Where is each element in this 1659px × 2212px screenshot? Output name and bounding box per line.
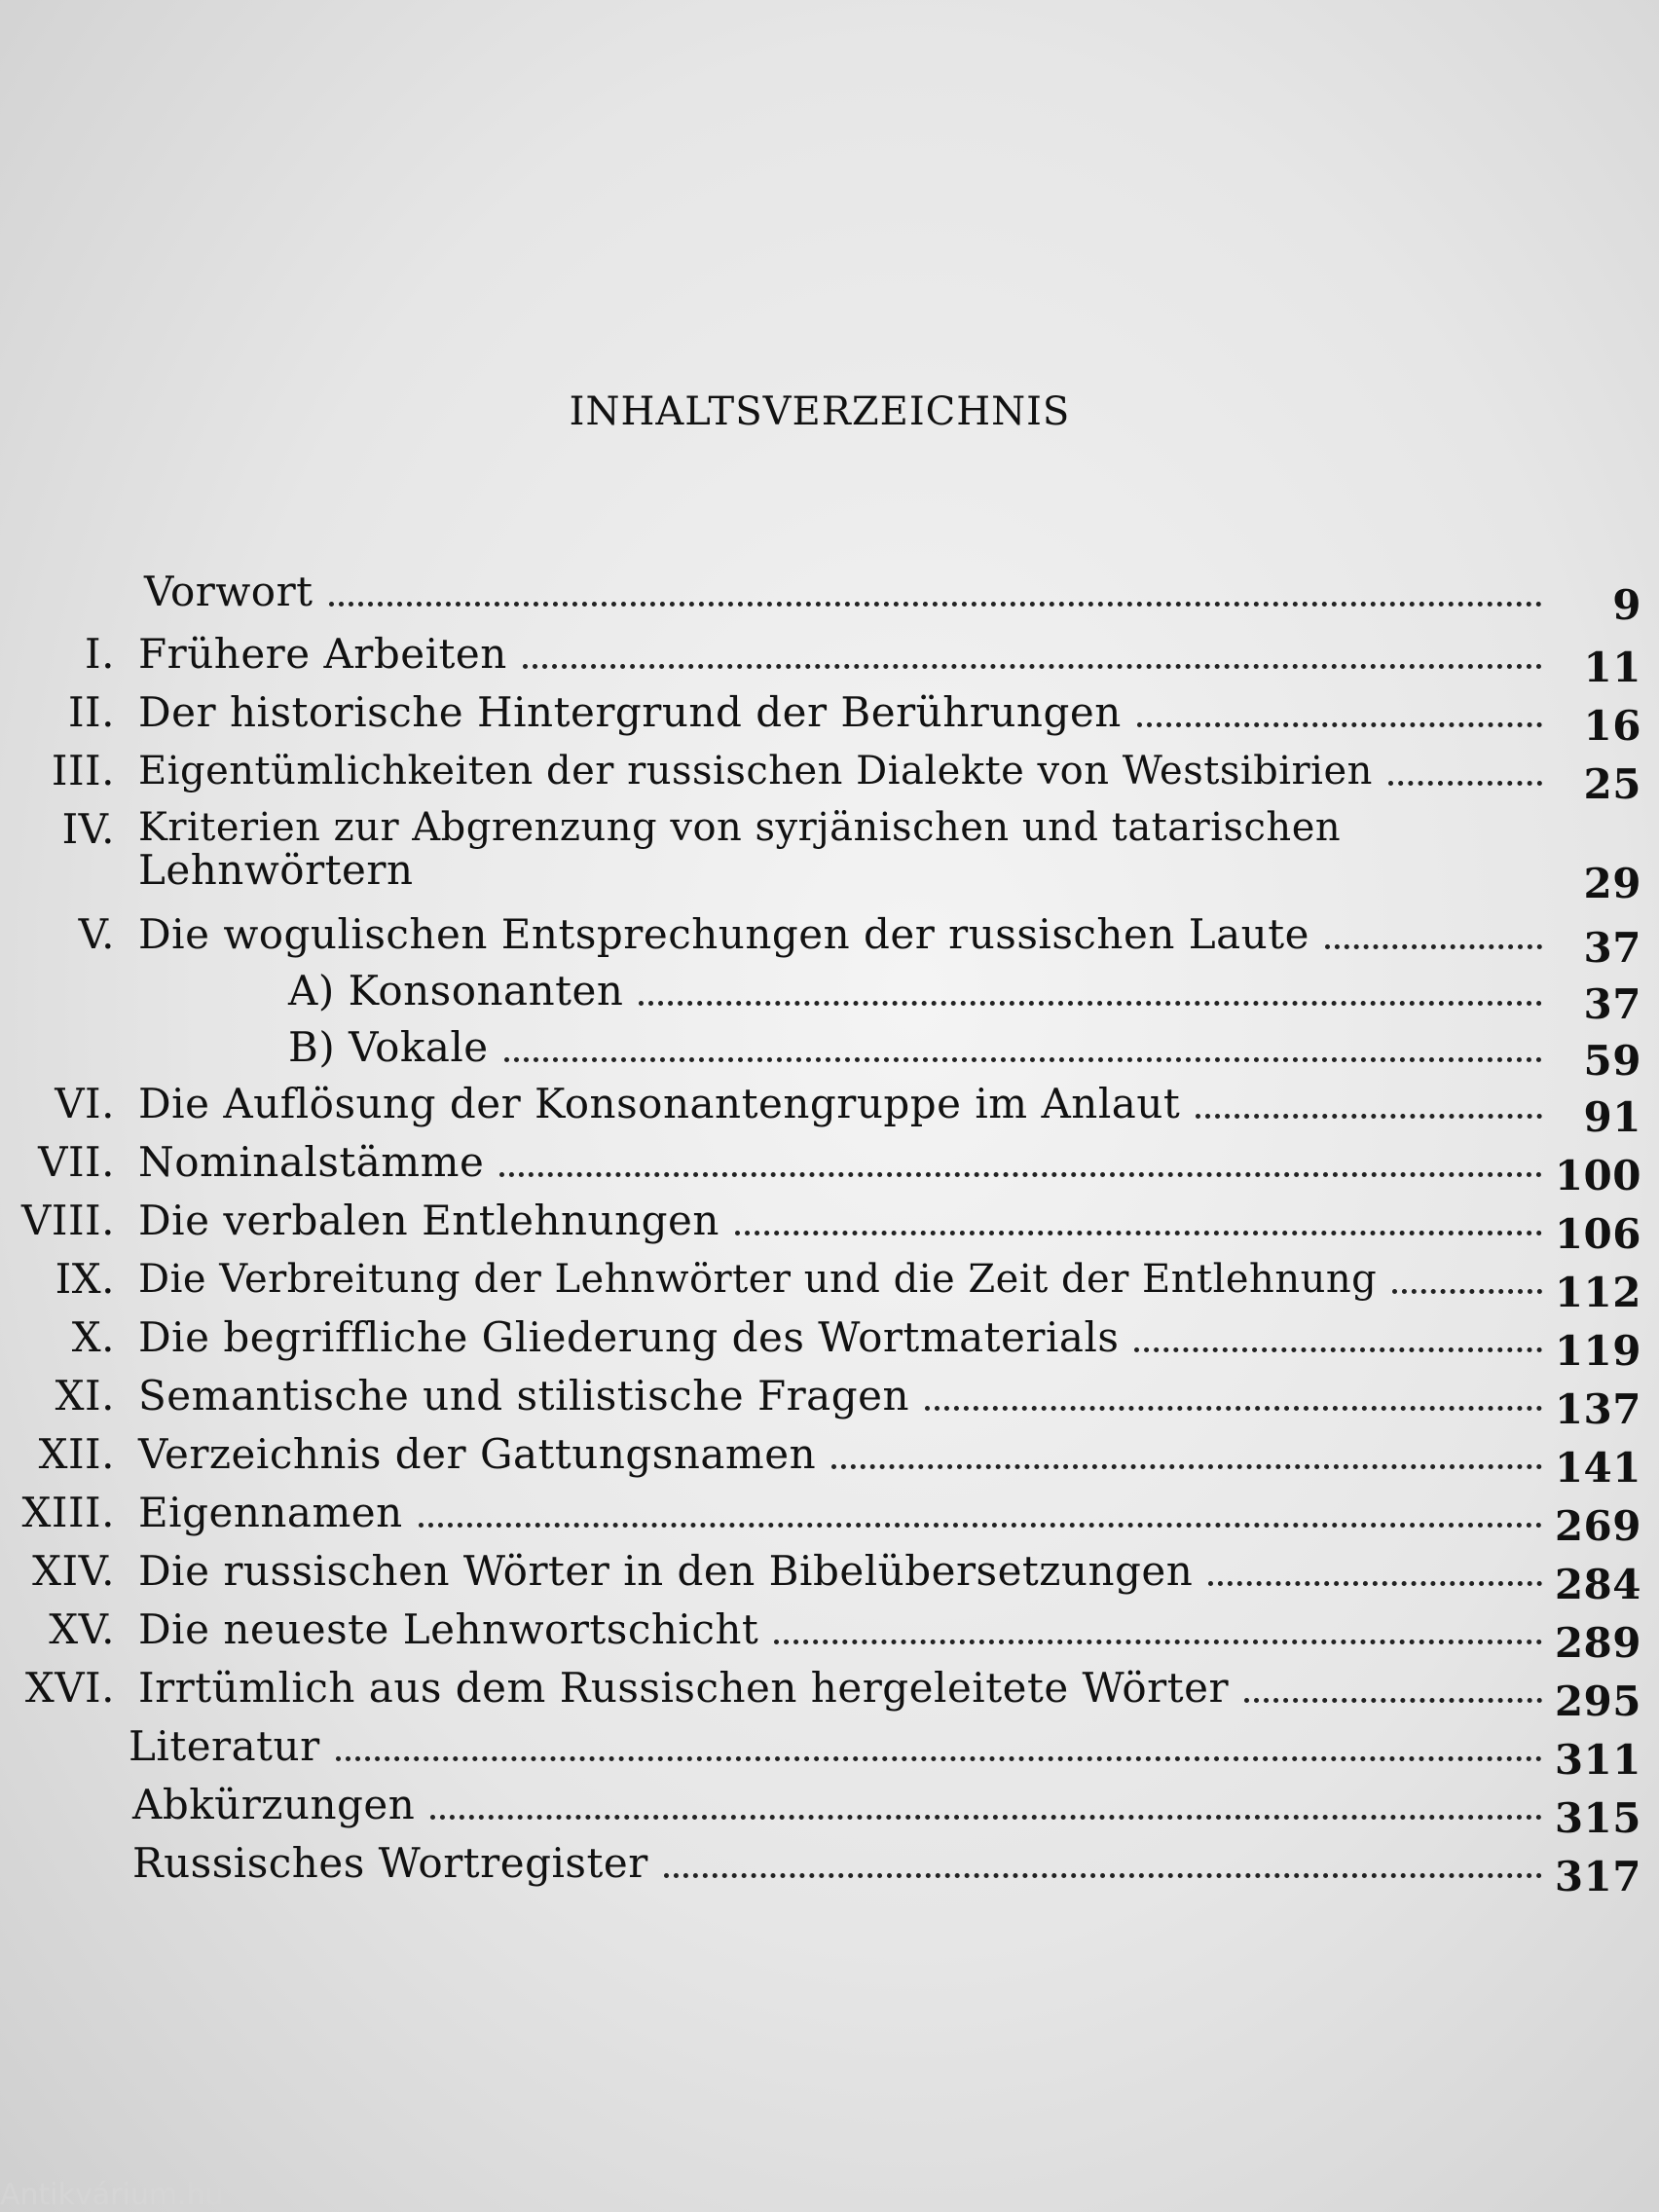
entry-title: B) Vokale bbox=[288, 1023, 489, 1071]
dot-leader bbox=[499, 1172, 1542, 1177]
dot-leader bbox=[1134, 1347, 1542, 1352]
entry-title: Frühere Arbeiten bbox=[138, 630, 507, 678]
entry-title-continued: Lehnwörtern bbox=[138, 846, 414, 894]
page-number: 315 bbox=[1554, 1794, 1641, 1842]
chapter-number: V. bbox=[78, 910, 115, 958]
entry-title: Die begriffliche Gliederung des Wortmaterials bbox=[138, 1313, 1120, 1361]
dot-leader bbox=[774, 1640, 1542, 1644]
dot-leader bbox=[430, 1815, 1542, 1820]
page-number: 16 bbox=[1583, 702, 1641, 750]
chapter-number: X. bbox=[71, 1313, 115, 1361]
chapter-number: III. bbox=[51, 747, 115, 794]
dot-leader bbox=[523, 664, 1542, 669]
dot-leader bbox=[831, 1464, 1542, 1469]
entry-title: Der historische Hintergrund der Berührungen bbox=[138, 688, 1122, 736]
page-number: 91 bbox=[1583, 1093, 1641, 1141]
chapter-number: IX. bbox=[55, 1255, 115, 1303]
dot-leader bbox=[329, 602, 1542, 607]
entry-title: Russisches Wortregister bbox=[132, 1839, 648, 1887]
chapter-number: XV. bbox=[49, 1605, 115, 1653]
entry-title: Die wogulischen Entsprechungen der russischen Laute bbox=[138, 910, 1309, 958]
entry-title: Literatur bbox=[129, 1722, 320, 1770]
page-number: 317 bbox=[1554, 1853, 1641, 1900]
chapter-number: VIII. bbox=[21, 1197, 115, 1244]
page-number: 119 bbox=[1554, 1327, 1641, 1375]
entry-title: Eigentümlichkeiten der russischen Dialekte von Westsibirien bbox=[138, 749, 1373, 793]
chapter-number: IV. bbox=[61, 805, 115, 853]
entry-title: A) Konsonanten bbox=[288, 967, 624, 1014]
page-number: 311 bbox=[1554, 1736, 1641, 1784]
dot-leader bbox=[1325, 944, 1542, 949]
chapter-number: VI. bbox=[55, 1080, 115, 1127]
page-number: 37 bbox=[1583, 924, 1641, 972]
page-number: 106 bbox=[1554, 1210, 1641, 1258]
dot-leader bbox=[925, 1406, 1542, 1411]
entry-title: Abkürzungen bbox=[132, 1781, 416, 1828]
page-number: 284 bbox=[1554, 1561, 1641, 1608]
page-number: 112 bbox=[1554, 1269, 1641, 1316]
entry-title: Vorwort bbox=[144, 568, 313, 615]
page-number: 289 bbox=[1554, 1619, 1641, 1667]
page-number: 11 bbox=[1583, 644, 1641, 691]
watermark: Antikvárium.hu bbox=[0, 2178, 224, 2212]
entry-title: Irrtümlich aus dem Russischen hergeleitete Wörter bbox=[138, 1664, 1230, 1712]
chapter-number: VII. bbox=[38, 1138, 115, 1186]
entry-title: Die neueste Lehnwortschicht bbox=[138, 1605, 759, 1653]
entry-title: Die Auflösung der Konsonantengruppe im Anlaut bbox=[138, 1080, 1181, 1127]
chapter-number: XVI. bbox=[24, 1664, 115, 1712]
dot-leader bbox=[1392, 1289, 1542, 1294]
chapter-number: II. bbox=[67, 688, 115, 736]
entry-title: Die Verbreitung der Lehnwörter und die Zeit der Entlehnung bbox=[138, 1257, 1378, 1302]
dot-leader bbox=[336, 1756, 1542, 1761]
chapter-number: XIII. bbox=[21, 1489, 115, 1536]
dot-leader bbox=[735, 1231, 1542, 1235]
chapter-number: XI. bbox=[55, 1372, 115, 1419]
page-number: 137 bbox=[1554, 1385, 1641, 1433]
entry-title: Verzeichnis der Gattungsnamen bbox=[138, 1430, 817, 1478]
entry-title: Kriterien zur Abgrenzung von syrjänischen und tatarischen bbox=[138, 805, 1342, 850]
dot-leader bbox=[1388, 781, 1542, 786]
dot-leader bbox=[504, 1057, 1542, 1062]
page-number: 29 bbox=[1583, 860, 1641, 907]
page-number: 25 bbox=[1583, 760, 1641, 808]
dot-leader bbox=[664, 1873, 1542, 1878]
dot-leader bbox=[1244, 1698, 1542, 1703]
entry-title: Nominalstämme bbox=[138, 1138, 485, 1186]
dot-leader bbox=[419, 1523, 1542, 1528]
page-number: 295 bbox=[1554, 1677, 1641, 1725]
chapter-number: I. bbox=[85, 630, 115, 678]
dot-leader bbox=[1137, 722, 1542, 727]
entry-title: Eigennamen bbox=[138, 1489, 403, 1536]
page-number: 59 bbox=[1583, 1037, 1641, 1085]
entry-title: Semantische und stilistische Fragen bbox=[138, 1372, 909, 1419]
page-number: 141 bbox=[1554, 1444, 1641, 1492]
entry-title: Die verbalen Entlehnungen bbox=[138, 1197, 719, 1244]
chapter-number: XII. bbox=[38, 1430, 115, 1478]
toc-heading: INHALTSVERZEICHNIS bbox=[569, 389, 1071, 434]
dot-leader bbox=[1208, 1581, 1542, 1586]
chapter-number: XIV. bbox=[32, 1547, 115, 1595]
page-number: 269 bbox=[1554, 1502, 1641, 1550]
page-number: 9 bbox=[1612, 581, 1641, 629]
page-number: 37 bbox=[1583, 980, 1641, 1028]
dot-leader bbox=[639, 1001, 1542, 1006]
dot-leader bbox=[1196, 1114, 1542, 1119]
entry-title: Die russischen Wörter in den Bibelübersetzungen bbox=[138, 1547, 1194, 1595]
page-number: 100 bbox=[1554, 1152, 1641, 1199]
